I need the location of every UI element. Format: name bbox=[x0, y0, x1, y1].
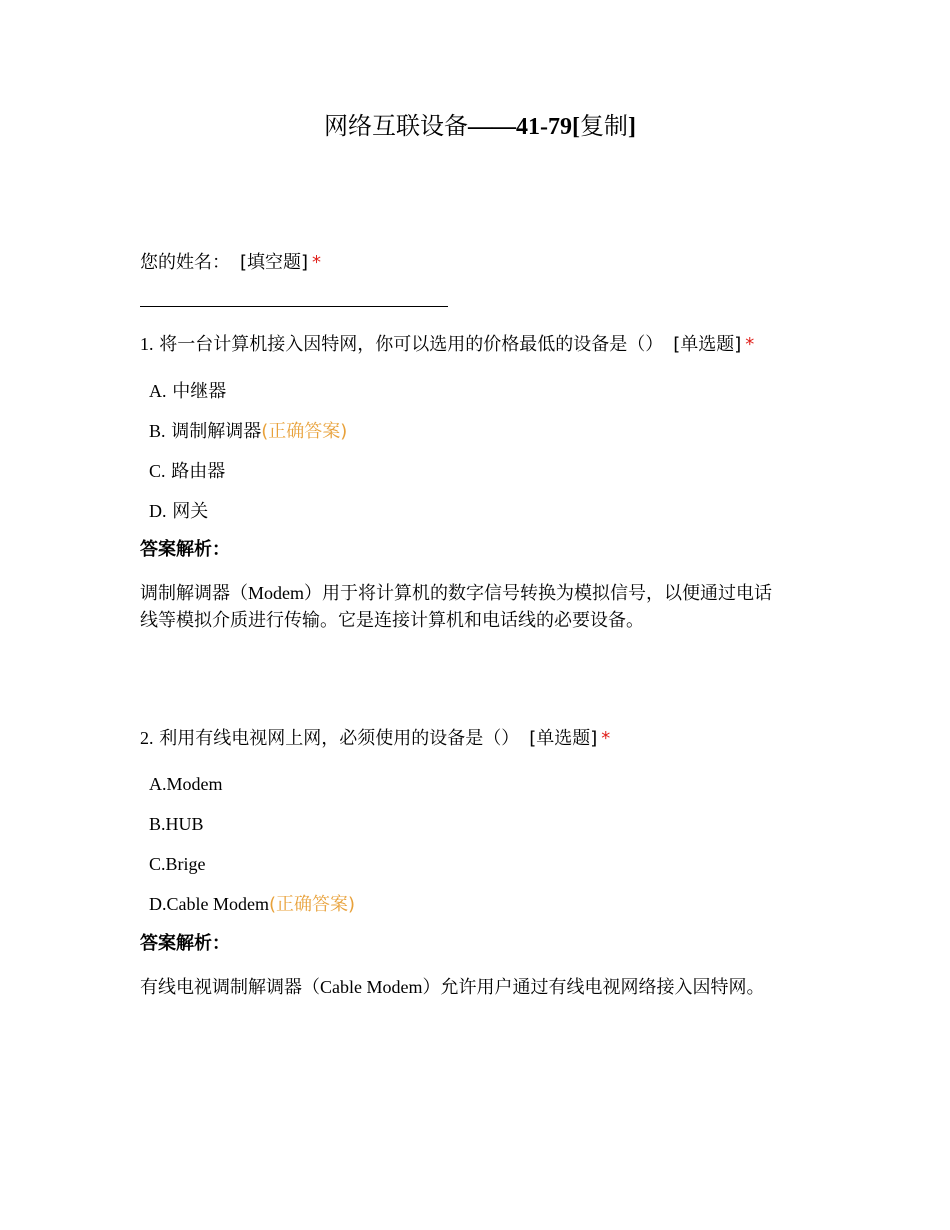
question-1-option-c[interactable] bbox=[149, 457, 225, 486]
analysis-segment: 调制解调器（ bbox=[140, 583, 248, 604]
question-2-title bbox=[140, 724, 610, 753]
question-2-option-b[interactable] bbox=[149, 810, 204, 839]
option-text: Cable Modem bbox=[166, 894, 269, 914]
required-mark: * bbox=[312, 252, 322, 273]
question-1-analysis-label: 答案解析： bbox=[140, 539, 230, 560]
option-prefix: A. bbox=[149, 381, 167, 401]
question-2-analysis-text bbox=[140, 974, 805, 1001]
name-input-line[interactable] bbox=[140, 306, 448, 307]
name-field-label bbox=[140, 249, 321, 277]
question-2-analysis-label: 答案解析： bbox=[140, 933, 230, 954]
analysis-segment: ）用于将计算机的数字信号转换为模拟信号，以便通过电话 bbox=[304, 583, 772, 604]
option-prefix: A. bbox=[149, 774, 167, 794]
option-prefix: C. bbox=[149, 461, 166, 481]
question-2-option-a[interactable] bbox=[149, 770, 223, 799]
title-copy-part: 复制 bbox=[579, 112, 628, 140]
question-1-title bbox=[140, 330, 754, 359]
question-1-option-d[interactable] bbox=[149, 497, 208, 526]
option-text: HUB bbox=[165, 814, 204, 834]
question-number: 2. bbox=[140, 728, 154, 748]
option-text: Brige bbox=[165, 854, 206, 874]
correct-answer-mark: (正确答案) bbox=[261, 421, 348, 442]
option-prefix: B. bbox=[149, 814, 166, 834]
required-mark: * bbox=[745, 334, 755, 355]
analysis-segment: ）允许用户通过有线电视网络接入因特网。 bbox=[422, 977, 765, 998]
title-number-part: ——41-79[ bbox=[468, 114, 580, 140]
correct-answer-mark: (正确答案) bbox=[268, 894, 356, 915]
option-prefix: C. bbox=[149, 854, 166, 874]
title-text-part: 网络互联设备 bbox=[324, 112, 468, 140]
option-text: 调制解调器 bbox=[171, 421, 262, 442]
question-number: 1. bbox=[140, 334, 154, 354]
analysis-line: 线等模拟介质进行传输。它是连接计算机和电话线的必要设备。 bbox=[140, 610, 644, 631]
name-field-type: [填空题] bbox=[240, 252, 309, 273]
question-text: 将一台计算机接入因特网，你可以选用的价格最低的设备是（） bbox=[159, 334, 664, 355]
document-title bbox=[0, 108, 950, 145]
question-1-analysis-text bbox=[140, 580, 805, 634]
option-text: 路由器 bbox=[171, 461, 226, 482]
question-2-option-d[interactable] bbox=[149, 890, 355, 919]
title-bracket-end: ] bbox=[627, 114, 636, 140]
option-prefix: D. bbox=[149, 501, 167, 521]
analysis-segment: Cable Modem bbox=[320, 977, 423, 997]
question-type: [单选题] bbox=[529, 728, 598, 749]
analysis-line bbox=[140, 974, 805, 1001]
required-mark: * bbox=[601, 728, 611, 749]
analysis-segment: 有线电视调制解调器（ bbox=[140, 977, 320, 998]
question-type: [单选题] bbox=[673, 334, 742, 355]
analysis-segment: Modem bbox=[248, 583, 304, 603]
question-1-option-b[interactable] bbox=[149, 417, 347, 446]
name-label-text: 您的姓名： bbox=[140, 252, 230, 273]
option-text: Modem bbox=[166, 774, 223, 794]
analysis-line bbox=[140, 580, 805, 607]
question-2-option-c[interactable] bbox=[149, 850, 206, 879]
option-prefix: B. bbox=[149, 421, 166, 441]
question-text: 利用有线电视网上网，必须使用的设备是（） bbox=[159, 728, 520, 749]
question-1-option-a[interactable] bbox=[149, 377, 226, 406]
option-text: 网关 bbox=[172, 501, 209, 522]
option-text: 中继器 bbox=[172, 381, 227, 402]
option-prefix: D. bbox=[149, 894, 167, 914]
